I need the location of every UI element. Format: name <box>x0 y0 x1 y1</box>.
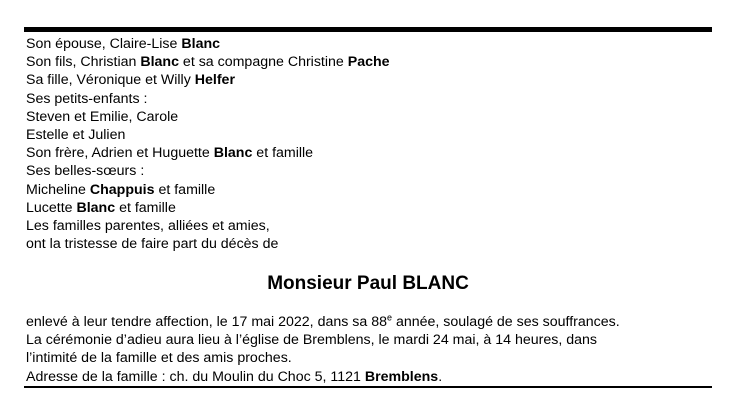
body-line: La cérémonie d’adieu aura lieu à l’église de Bremblens, le mardi 24 mai, à 14 heures, dans <box>26 332 597 349</box>
family-line: Ses belles-sœurs : <box>26 163 145 180</box>
body-line: l’intimité de la famille et des amis proches. <box>26 350 292 367</box>
family-line: Sa fille, Véronique et Willy Helfer <box>26 72 235 89</box>
family-line: Son épouse, Claire-Lise Blanc <box>26 36 221 52</box>
family-line: Son frère, Adrien et Huguette Blanc et famille <box>26 145 314 162</box>
family-line: Ses petits-enfants : <box>26 90 148 107</box>
family-line: Estelle et Julien <box>26 127 126 144</box>
body-line: Adresse de la famille : ch. du Moulin du Choc 5, 1121 Bremblens. <box>26 368 443 385</box>
family-list <box>26 35 390 253</box>
family-line: Steven et Emilie, Carole <box>26 108 179 125</box>
family-line: Les familles parentes, alliées et amies, <box>26 218 270 235</box>
family-line: ont la tristesse de faire part du décès de <box>26 236 279 253</box>
top-rule <box>24 27 712 32</box>
notice-body <box>26 313 712 386</box>
family-line: Micheline Chappuis et famille <box>26 181 216 198</box>
body-line: enlevé à leur tendre affection, le 17 mai 2022, dans sa 88e année, soulagé de ses souffrances. <box>26 312 620 330</box>
family-line: Lucette Blanc et famille <box>26 199 176 216</box>
bottom-rule <box>24 386 712 388</box>
family-line: Son fils, Christian Blanc et sa compagne Christine Pache <box>26 54 390 71</box>
deceased-name: Monsieur Paul BLANC <box>267 273 469 294</box>
